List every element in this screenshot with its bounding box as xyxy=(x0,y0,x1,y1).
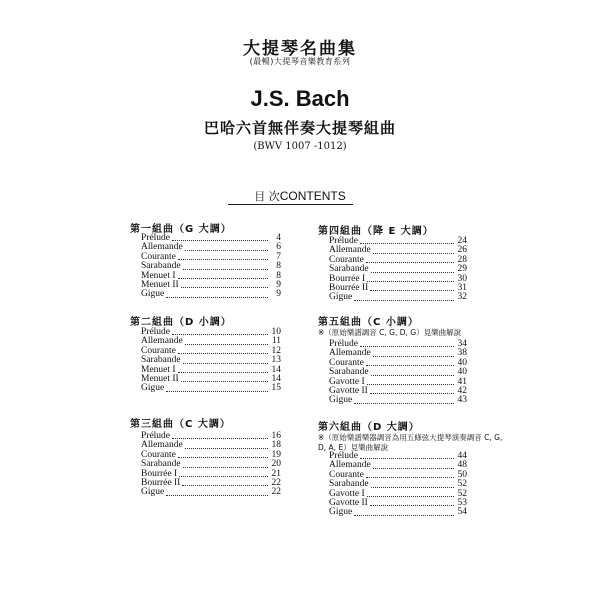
page-number: 18 xyxy=(271,440,281,451)
leader-dots xyxy=(166,391,268,392)
movement-name: Sarabande xyxy=(141,459,181,470)
leader-dots xyxy=(373,468,454,469)
suite-heading: 第五組曲（C 小調） xyxy=(318,317,419,328)
page-number: 41 xyxy=(457,376,467,387)
movement-name: Allemande xyxy=(329,460,371,471)
page-number: 22 xyxy=(271,477,281,488)
page-number: 6 xyxy=(276,242,281,253)
leader-dots xyxy=(367,496,454,497)
movement-name: Gigue xyxy=(329,395,353,406)
leader-dots xyxy=(166,495,268,496)
leader-dots xyxy=(373,253,454,254)
leader-dots xyxy=(371,487,454,488)
page-number: 48 xyxy=(457,460,467,471)
page-number: 9 xyxy=(276,289,281,300)
work-title: 巴哈六首無伴奏大提琴組曲 xyxy=(203,119,396,137)
suite-heading: 第四組曲（降 E 大調） xyxy=(318,226,434,237)
movement-row[interactable] xyxy=(329,293,467,302)
series-title: 大提琴名曲集 xyxy=(243,39,357,59)
movement-name: Sarabande xyxy=(141,261,181,272)
page-number: 21 xyxy=(271,468,281,479)
movement-name: Bourrée I xyxy=(141,468,178,479)
page-number: 9 xyxy=(276,279,281,290)
page-number: 4 xyxy=(276,232,281,243)
leader-dots xyxy=(360,458,454,459)
leader-dots xyxy=(172,438,268,439)
leader-dots xyxy=(183,467,268,468)
suite-heading: 第六組曲（D 大調） xyxy=(318,422,420,433)
leader-dots xyxy=(172,240,268,241)
contents-label-cn: 目 次 xyxy=(254,190,280,203)
movement-list-suite-5 xyxy=(329,340,467,406)
series-subtitle: (最暢)大提琴音樂教育系列 xyxy=(249,57,351,66)
page-number: 16 xyxy=(271,430,281,441)
page-number: 31 xyxy=(457,282,467,293)
movement-name: Gigue xyxy=(329,292,353,303)
leader-dots xyxy=(185,344,268,345)
page-number: 24 xyxy=(457,235,467,246)
movement-name: Courante xyxy=(329,469,364,480)
movement-name: Sarabande xyxy=(329,264,369,275)
page-number: 14 xyxy=(271,364,281,375)
movement-row[interactable] xyxy=(329,396,467,405)
suite-heading: 第三組曲（C 大調） xyxy=(130,419,231,430)
movement-name: Courante xyxy=(141,449,176,460)
suite-note: ※（原始樂譜樂器調音為用五條弦大提琴演奏調音 C, G, D, A, E）見樂曲解說 xyxy=(318,433,503,452)
movement-name: Gigue xyxy=(141,383,165,394)
page-number: 40 xyxy=(457,367,467,378)
page-number: 44 xyxy=(457,450,467,461)
movement-name: Menuet II xyxy=(141,279,179,290)
catalog-number: (BWV 1007 -1012) xyxy=(253,141,347,152)
movement-list-suite-3 xyxy=(141,432,281,498)
movement-name: Bourrée II xyxy=(141,477,181,488)
suite-note: ※（原始樂譜調音 C, G, D, G）見樂曲解說 xyxy=(318,328,462,337)
movement-list-suite-2 xyxy=(141,328,281,394)
page-number: 19 xyxy=(271,449,281,460)
leader-dots xyxy=(354,515,454,516)
page-number: 10 xyxy=(271,326,281,337)
movement-name: Gavotte I xyxy=(329,488,365,499)
page-number: 20 xyxy=(271,459,281,470)
movement-name: Prélude xyxy=(141,326,171,337)
page-number: 8 xyxy=(276,261,281,272)
movement-name: Allemande xyxy=(329,348,371,359)
suite-block-3 xyxy=(130,415,231,430)
movement-name: Courante xyxy=(329,357,364,368)
suite-heading: 第二組曲（D 小調） xyxy=(130,317,232,328)
page-number: 15 xyxy=(271,383,281,394)
leader-dots xyxy=(172,334,268,335)
leader-dots xyxy=(178,457,268,458)
movement-name: Courante xyxy=(141,345,176,356)
movement-list-suite-1 xyxy=(141,234,281,300)
movement-name: Menuet I xyxy=(141,364,176,375)
leader-dots xyxy=(371,272,454,273)
leader-dots xyxy=(166,297,268,298)
movement-name: Gavotte II xyxy=(329,385,368,396)
leader-dots xyxy=(366,365,454,366)
page-number: 53 xyxy=(457,497,467,508)
movement-name: Courante xyxy=(141,251,176,262)
page-number: 50 xyxy=(457,469,467,480)
page-number: 52 xyxy=(457,479,467,490)
suite-block-2 xyxy=(130,313,232,328)
page-number: 38 xyxy=(457,348,467,359)
movement-name: Courante xyxy=(329,254,364,265)
leader-dots xyxy=(182,485,268,486)
movement-name: Menuet II xyxy=(141,373,179,384)
leader-dots xyxy=(371,375,454,376)
page-number: 11 xyxy=(271,336,281,347)
leader-dots xyxy=(178,278,268,279)
movement-name: Gigue xyxy=(141,487,165,498)
page-number: 30 xyxy=(457,273,467,284)
leader-dots xyxy=(354,403,454,404)
suite-block-4 xyxy=(318,222,434,237)
leader-dots xyxy=(354,300,454,301)
page-number: 40 xyxy=(457,357,467,368)
movement-name: Bourrée II xyxy=(329,282,369,293)
page-number: 28 xyxy=(457,254,467,265)
movement-list-suite-4 xyxy=(329,237,467,303)
page-number: 32 xyxy=(457,292,467,303)
movement-name: Prélude xyxy=(329,338,359,349)
movement-name: Menuet I xyxy=(141,270,176,281)
page-number: 7 xyxy=(276,251,281,262)
suite-block-6 xyxy=(318,418,508,453)
page-number: 12 xyxy=(271,345,281,356)
page-number: 34 xyxy=(457,338,467,349)
movement-row[interactable] xyxy=(329,508,467,517)
movement-name: Allemande xyxy=(329,245,371,256)
suite-heading: 第一組曲（G 大調） xyxy=(130,224,232,235)
leader-dots xyxy=(183,269,268,270)
leader-dots xyxy=(179,476,268,477)
movement-name: Gigue xyxy=(329,507,353,518)
leader-dots xyxy=(181,287,268,288)
leader-dots xyxy=(367,281,454,282)
movement-name: Sarabande xyxy=(329,367,369,378)
movement-name: Gigue xyxy=(141,289,165,300)
movement-name: Prélude xyxy=(329,450,359,461)
leader-dots xyxy=(366,477,454,478)
movement-name: Allemande xyxy=(141,242,183,253)
page-number: 8 xyxy=(276,270,281,281)
leader-dots xyxy=(183,363,268,364)
leader-dots xyxy=(178,372,268,373)
movement-name: Prélude xyxy=(141,430,171,441)
movement-row[interactable] xyxy=(141,290,281,299)
leader-dots xyxy=(373,356,454,357)
movement-row[interactable] xyxy=(141,488,281,497)
movement-list-suite-6 xyxy=(329,452,467,518)
page-number: 14 xyxy=(271,373,281,384)
leader-dots xyxy=(360,243,454,244)
page-number: 54 xyxy=(457,507,467,518)
movement-name: Prélude xyxy=(329,235,359,246)
movement-name: Allemande xyxy=(141,336,183,347)
suite-block-5 xyxy=(318,313,508,338)
leader-dots xyxy=(370,393,454,394)
page-number: 42 xyxy=(457,385,467,396)
page-number: 43 xyxy=(457,395,467,406)
leader-dots xyxy=(181,381,268,382)
composer-name: J.S. Bach xyxy=(250,86,350,111)
movement-row[interactable] xyxy=(141,384,281,393)
page-number: 29 xyxy=(457,264,467,275)
page-number: 52 xyxy=(457,488,467,499)
movement-name: Sarabande xyxy=(141,355,181,366)
leader-dots xyxy=(360,346,454,347)
movement-name: Allemande xyxy=(141,440,183,451)
leader-dots xyxy=(367,384,454,385)
leader-dots xyxy=(370,505,454,506)
movement-name: Sarabande xyxy=(329,479,369,490)
leader-dots xyxy=(185,448,268,449)
contents-heading xyxy=(0,188,600,204)
movement-name: Gavotte I xyxy=(329,376,365,387)
page-number: 22 xyxy=(271,487,281,498)
leader-dots xyxy=(366,262,454,263)
movement-name: Prélude xyxy=(141,232,171,243)
contents-divider xyxy=(228,204,353,205)
movement-name: Gavotte II xyxy=(329,497,368,508)
movement-name: Bourrée I xyxy=(329,273,366,284)
leader-dots xyxy=(370,290,454,291)
contents-label-en: CONTENTS xyxy=(279,189,346,203)
leader-dots xyxy=(185,250,268,251)
page-number: 13 xyxy=(271,355,281,366)
page-number: 26 xyxy=(457,245,467,256)
leader-dots xyxy=(178,353,268,354)
leader-dots xyxy=(178,259,268,260)
